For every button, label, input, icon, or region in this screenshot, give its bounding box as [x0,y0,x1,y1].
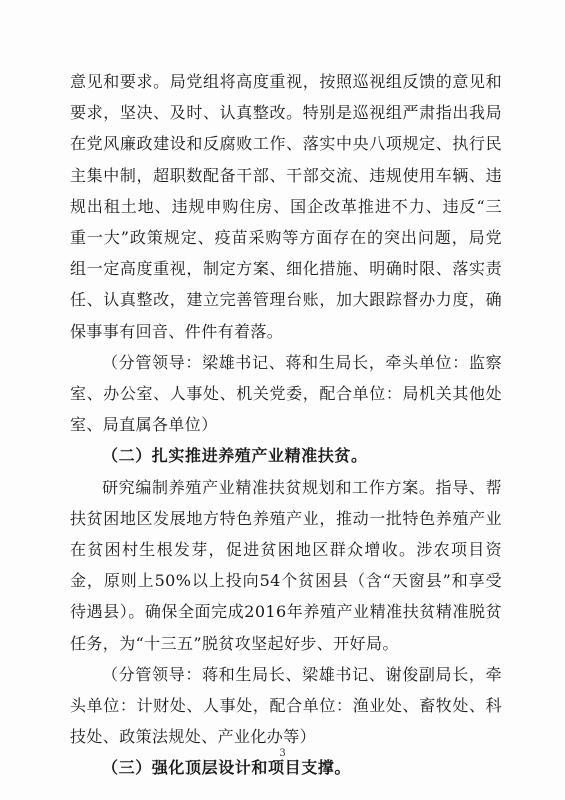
paragraph-poverty-alleviation: 研究编制养殖产业精准扶贫规划和工作方案。指导、帮扶贫困地区发展地方特色养殖产业，推动一批特色养殖产业在贫困村生根发芽，促进贫困地区群众增收。涉农项目资金，原则上50%以上投向54个贫困县（含“天窗县”和享受待遇县）。确保全面完成2016年养殖产业精准扶贫精准脱贫任务，为“十三五”脱贫攻坚起好步、开好局。 [70,477,502,653]
document-body [70,66,502,784]
page-number: 3 [279,748,286,759]
paragraph-responsibility-2: （分管领导：蒋和生局长、梁雄书记、谢俊副局长，牵头单位：计财处、人事处，配合单位：渔业处、畜牧处、科技处、政策法规处、产业化办等） [70,664,502,747]
paragraph-rectification-continued: 意见和要求。局党组将高度重视，按照巡视组反馈的意见和要求，坚决、及时、认真整改。特别是巡视组严肃指出我局在党风廉政建设和反腐败工作、落实中央八项规定、执行民主集中制，超职数配备干部、干部交流、违规使用车辆、违规出租土地、违规申购住房、国企改革推进不力、违反“三重一大”政策规定、疫苗采购等方面存在的突出问题，局党组一定高度重视，制定方案、细化措施、明确时限、落实责任、认真整改，建立完善管理台账，加大跟踪督办力度，确保事事有回音、件件有着落。 [70,72,502,341]
section-heading-3: （三）强化顶层设计和项目支撑。 [102,758,352,778]
section-heading-2: （二）扎实推进养殖产业精准扶贫。 [102,446,368,466]
paragraph-responsibility-1: （分管领导：梁雄书记、蒋和生局长，牵头单位：监察室、办公室、人事处、机关党委，配合单位：局机关其他处室、局直属各单位） [70,352,502,435]
